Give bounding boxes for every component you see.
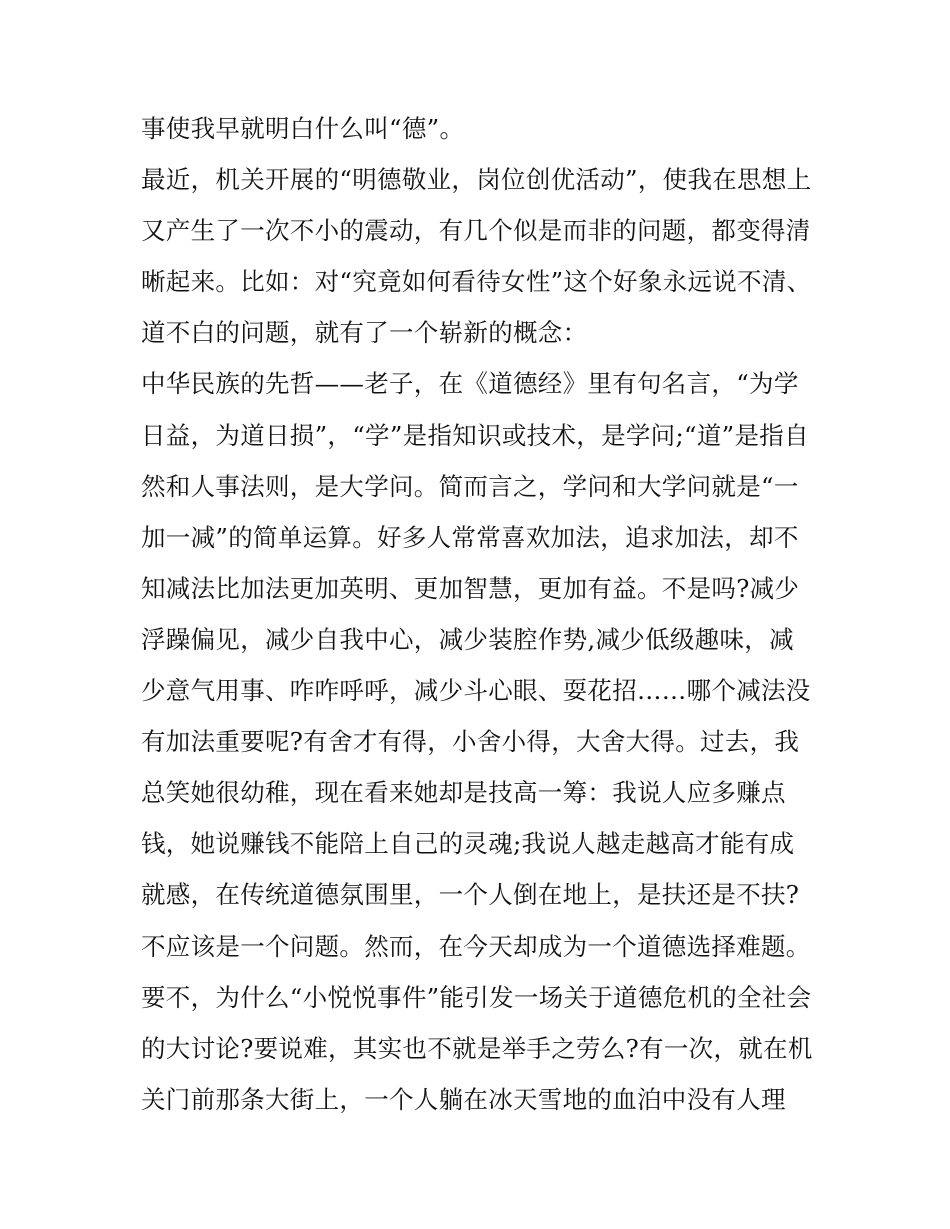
text-line: 不应该是一个问题。然而，在今天却成为一个道德选择难题。 <box>141 931 811 961</box>
text-line: 关门前那条大街上，一个人躺在冰天雪地的血泊中没有人理 <box>141 1084 786 1114</box>
text-line: 加一减”的简单运算。好多人常常喜欢加法，追求加法，却不 <box>141 522 799 552</box>
text-line: 的大讨论?要说难，其实也不就是举手之劳么?有一次，就在机 <box>141 1033 813 1063</box>
text-line: 就感，在传统道德氛围里，一个人倒在地上，是扶还是不扶? <box>141 880 800 910</box>
text-line: 要不，为什么“小悦悦事件”能引发一场关于道德危机的全社会 <box>141 982 812 1012</box>
text-line: 晰起来。比如：对“究竟如何看待女性”这个好象永远说不清、 <box>141 267 812 297</box>
text-line: 然和人事法则，是大学问。简而言之，学问和大学问就是“一 <box>141 471 799 501</box>
document-body <box>141 103 821 1125</box>
text-line: 知减法比加法更加英明、更加智慧，更加有益。不是吗?减少 <box>141 573 800 603</box>
text-line: 日益，为道日损”，“学”是指知识或技术，是学问;“道”是指自 <box>141 420 809 450</box>
text-line: 钱，她说赚钱不能陪上自己的灵魂;我说人越走越高才能有成 <box>141 829 795 859</box>
text-line: 浮躁偏见，减少自我中心，减少装腔作势,减少低级趣味，减 <box>141 624 794 654</box>
text-line: 有加法重要呢?有舍才有得，小舍小得，大舍大得。过去，我 <box>141 727 800 757</box>
text-line: 最近，机关开展的“明德敬业，岗位创优活动”，使我在思想上 <box>141 165 812 195</box>
text-line: 总笑她很幼稚，现在看来她却是技高一筹：我说人应多赚点 <box>141 778 786 808</box>
text-line: 少意气用事、咋咋呼呼，减少斗心眼、耍花招……哪个减法没 <box>141 676 811 706</box>
text-line: 又产生了一次不小的震动，有几个似是而非的问题，都变得清 <box>141 216 811 246</box>
text-line: 道不白的问题，就有了一个崭新的概念： <box>141 318 588 348</box>
text-line: 事使我早就明白什么叫“德”。 <box>141 114 465 143</box>
text-line: 中华民族的先哲——老子，在《道德经》里有句名言，“为学 <box>141 369 799 399</box>
